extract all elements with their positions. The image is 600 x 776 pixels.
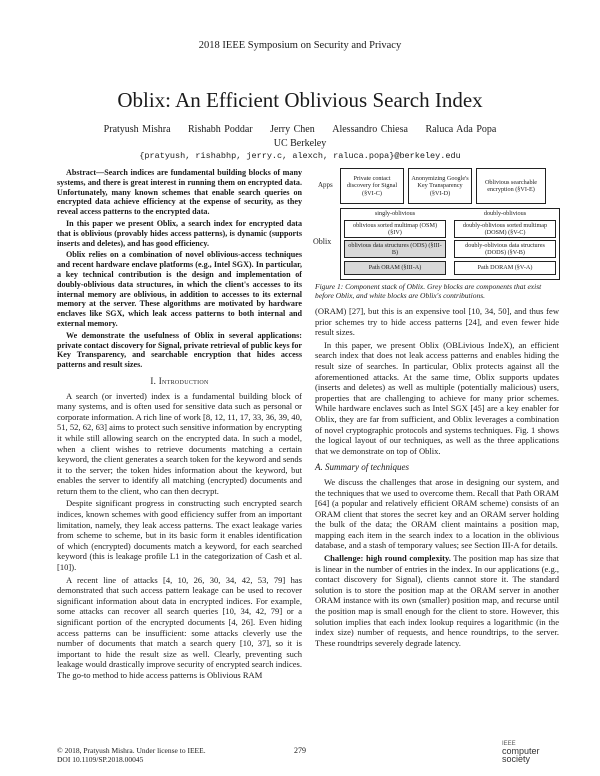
oblix-label: Oblix xyxy=(313,237,332,246)
body-paragraph: We discuss the challenges that arose in designing our system, and the techniques that we used to overcome them. Recall that Path ORAM [64] (a popular and relatively efficient ORAM scheme) consists of an ORAM client that stores the secret key and an ORAM server holding the bulk of the data; the ORAM client maintains a position map, mapping each item in the search index to a location in the oblivious database, and a stash of temporary values; see Section III-A for details. xyxy=(315,476,559,551)
paper-title: Oblix: An Efficient Oblivious Search Index xyxy=(117,88,483,112)
app-box-signal: Private contact discovery for Signal (§VI-C) xyxy=(340,168,404,204)
section-heading: I. Introduction xyxy=(150,375,209,386)
doubly-oblivious-header: doubly-oblivious xyxy=(483,209,527,217)
left-column xyxy=(57,168,302,683)
dosm-box: doubly-oblivious sorted multimap (DOSM) (§V-C) xyxy=(454,220,556,238)
path-oram-box: Path ORAM (§III-A) xyxy=(344,261,446,275)
ods-box: oblivious data structures (ODS) (§III-B) xyxy=(344,240,446,258)
conference-header: 2018 IEEE Symposium on Security and Privacy xyxy=(198,40,402,51)
path-doram-box: Path DORAM (§V-A) xyxy=(454,261,556,275)
page-number: 279 xyxy=(294,746,306,755)
author-name: Rishabh Poddar xyxy=(188,124,253,135)
abstract-paragraph: In this paper we present Oblix, a search index for encrypted data that is oblivious (provably hides access patterns), is dynamic (supports inserts and deletes), and has good efficiency. xyxy=(57,218,302,248)
app-box-key-transparency: Anonymizing Google's Key Transparency (§VI-D) xyxy=(408,168,472,204)
logo-main-text: computer xyxy=(502,746,540,756)
dods-box: doubly-oblivious data structures (DODS) (§V-B) xyxy=(454,240,556,258)
abstract-paragraph: Oblix relies on a combination of novel oblivious-access techniques and recent hardware enclave platforms (e.g., Intel SGX). In particular, a key technical contribution is the design and implementation of doubly-oblivious data structures, in which the client's accesses to its internal memory are oblivious, in addition to accesses to its external memory at the server. These algorithms are motivated by hardware enclaves like SGX, which leak access patterns to both internal and external memory. xyxy=(57,250,302,328)
body-paragraph: A recent line of attacks [4, 10, 26, 30, 34, 42, 53, 79] has demonstrated that such access pattern leakage can be used to recover significant information about data in encrypted indices. For example, some attacks can recover all search queries [10, 34, 42, 79] or a significant portion of the encrypted documents [4, 26]. Even hiding access patterns can be insufficient: some attacks cleverly use the number of documents that match a search query [10, 37], so it is important to hide the result size as well. Clearly, preventing such leakage would drastically improve security of encrypted search indices. The go-to method to hide access patterns is Oblivious RAM xyxy=(57,574,302,680)
author-name: Raluca Ada Popa xyxy=(425,124,497,135)
body-paragraph xyxy=(315,553,559,648)
subsection-heading: A. Summary of techniques xyxy=(315,462,409,473)
app-box-searchable-encryption: Oblivious searchable encryption (§VI-E) xyxy=(476,168,546,204)
body-paragraph: In this paper, we present Oblix (OBLivious IndeX), an efficient search index that does not leak access patterns and enables hiding the result size of searches. In particular, Oblix protects against all the aforementioned attacks. At the same time, Oblix supports updates (inserts and deletes) as well as multiple (potentially malicious) users, properties that are challenging to achieve for many prior schemes. While hardware enclaves such as Intel SGX [45] are a key enabler for Oblix, they are far from sufficient, and Oblix leverages a combination of novel cryptographic protocols and systems techniques. Fig. 1 shows the logical layout of our techniques, as well as the three applications that we demonstrate on top of Oblix. xyxy=(315,339,559,456)
challenge-lead: Challenge: high round complexity. xyxy=(324,553,451,564)
body-paragraph: (ORAM) [27], but this is an expensive tool [10, 34, 50], and thus few prior schemes try to hide access patterns [24], and even fewer hide result sizes. xyxy=(315,306,559,338)
copyright-line: © 2018, Pratyush Mishra. Under license to IEEE. xyxy=(57,746,206,755)
figure-caption: Figure 1: Component stack of Oblix. Grey blocks are components that exist before Oblix, and white blocks are Oblix's contributions. xyxy=(315,282,542,300)
abstract xyxy=(57,168,302,370)
computer-society-logo xyxy=(502,741,562,767)
author-name: Jerry Chen xyxy=(270,124,315,135)
osm-box: oblivious sorted multimap (OSM) (§IV) xyxy=(344,220,446,238)
logo-ieee-text: IEEE xyxy=(502,741,516,747)
abstract-paragraph: We demonstrate the usefulness of Oblix in several applications: private contact discovery for Signal, private retrieval of public keys for Key Transparency, and searchable encryption that hides access patterns and result sizes. xyxy=(57,330,302,370)
apps-label: Apps xyxy=(318,181,333,189)
challenge-text: The position map has size that is linear in the number of entries in the index. In our applications (e.g., contact discovery for Signal), clients cannot store it. The standard solution is to store the position map at the ORAM server in another ORAM instance with its own (smaller) position map, and recurse until the position map is small enough for the client to store. However, this solution implies that each index lookup requires a logarithmic (in the index size) number of requests, and hence roundtrips, to the server. These roundtrips severely degrade latency. xyxy=(315,553,559,648)
author-list xyxy=(0,124,600,135)
singly-oblivious-header: singly-oblivious xyxy=(374,209,416,217)
body-paragraph: Despite significant progress in constructing such encrypted search indices, known schemes with good efficiency suffer from an important limitation, namely, they leak access patterns. The exact leakage varies from scheme to scheme, but in its basic form it enables identification of which (encrypted) documents match a keyword, for each searched keyword (this is leakage profile L1 in the categorization of Cash et al. [10]). xyxy=(57,498,302,573)
author-emails: {pratyush, rishabhp, jerry.c, alexch, raluca.popa}@berkeley.edu xyxy=(139,151,461,161)
right-column xyxy=(315,306,559,650)
affiliation: UC Berkeley xyxy=(273,138,327,149)
body-paragraph: A search (or inverted) index is a fundamental building block of many systems, and is often used for sensitive data such as personal or corporate information. A rich line of work [8, 12, 11, 17, 33, 36, 39, 40, 51, 52, 62, 63] aims to protect such sensitive information by encrypting it while still allowing search on the encrypted data. In such a model, when a client wishes to retrieve documents matching a certain keyword, the client generates a search token for the keyword and sends it to the server; the token hides information about the keyword, but enables the server to identify all matching (encrypted) documents and return them to the client, who can then decrypt. xyxy=(57,390,302,496)
figure-component-stack xyxy=(313,168,560,280)
doi-line: DOI 10.1109/SP.2018.00045 xyxy=(57,755,144,764)
author-name: Pratyush Mishra xyxy=(103,124,171,135)
abstract-paragraph: Abstract—Search indices are fundamental building blocks of many systems, and there is great interest in running them on encrypted data. Unfortunately, many known schemes that enable search queries on encrypted data achieve efficiency at the expense of security, as they reveal access patterns to the encrypted data. xyxy=(57,168,302,217)
author-name: Alessandro Chiesa xyxy=(332,124,408,135)
logo-sub-text: society xyxy=(502,754,531,764)
